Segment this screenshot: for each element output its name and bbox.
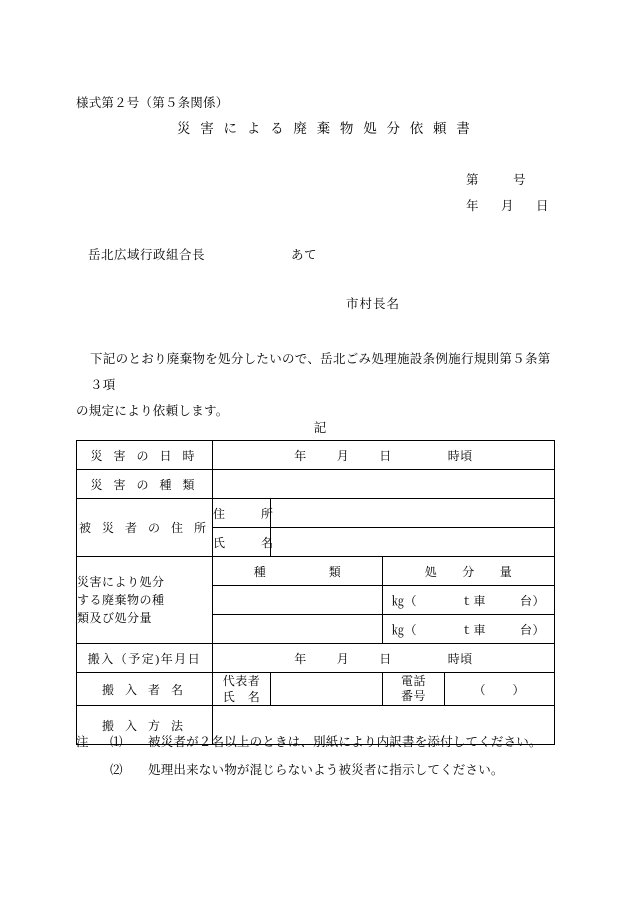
table-row [77, 557, 555, 586]
victim-name-sub-label: 氏 名 [213, 528, 271, 557]
note-2-number: ⑵ [110, 763, 123, 777]
waste-amount-vehicle-1: ｔ車 [460, 593, 486, 608]
waste-amount-unit-2: ㎏（ [391, 622, 417, 637]
notes-label: 注 [76, 735, 89, 749]
waste-kind-amount-label [77, 557, 213, 644]
waste-amount-vehicle-2: ｔ車 [460, 622, 486, 637]
waste-kind-header [213, 557, 383, 586]
waste-amount-value-1[interactable] [383, 586, 555, 615]
waste-label-line-2: する廃棄物の種 [77, 593, 165, 607]
addressee-line [88, 245, 317, 263]
form-number: 様式第２号（第５条関係） [76, 96, 229, 110]
document-date-year: 年 [466, 199, 480, 213]
addressee-name: 岳北広域行政組合長 [88, 248, 206, 262]
disaster-datetime-label: 災 害 の 日 時 [77, 441, 213, 470]
disaster-year: 年 [294, 448, 307, 463]
request-form-table [76, 440, 555, 745]
carry-in-date-label: 搬入（予定)年月日 [77, 644, 213, 673]
carry-in-date-value[interactable] [213, 644, 555, 673]
carrier-rep-value[interactable] [271, 673, 383, 706]
victim-address-label: 被 災 者 の 住 所 [77, 499, 213, 557]
note-row-1 [76, 728, 576, 756]
waste-label-line-3: 類及び処分量 [77, 611, 153, 625]
body-line-2: の規定により依頼します。 [76, 404, 229, 418]
carry-in-day: 日 [379, 651, 392, 666]
document-date-month: 月 [501, 199, 515, 213]
carry-in-time: 時頃 [447, 651, 473, 666]
waste-label-line-1: 災害により処分 [77, 575, 165, 589]
waste-amount-count-2: 台） [520, 622, 546, 637]
document-date-line [466, 196, 549, 214]
document-number-suffix: 号 [513, 173, 527, 187]
carrier-rep-label [213, 673, 271, 706]
document-date-day: 日 [536, 199, 550, 213]
table-row [77, 470, 555, 499]
carrier-rep-label-line-1: 代表者 [222, 674, 261, 688]
phone-value[interactable]: （ ） [445, 673, 555, 706]
document-number-label: 第 [466, 173, 480, 187]
waste-amount-header-text: 処 分 量 [424, 564, 513, 579]
carry-in-month: 月 [336, 651, 350, 666]
document-number-line [466, 170, 526, 188]
waste-amount-count-1: 台） [520, 593, 546, 608]
phone-label-line-1: 電話 [400, 674, 426, 688]
note-2-text: 処理出来ない物が混じらないよう被災者に指示してください。 [148, 763, 504, 777]
waste-kind-value-1[interactable] [213, 586, 383, 615]
waste-kind-header-text: 種 類 [253, 564, 342, 579]
disaster-day: 日 [379, 448, 392, 463]
carry-in-method-label: 搬 入 方 法 [77, 706, 213, 745]
carrier-rep-label-line-2: 氏 名 [222, 690, 261, 704]
body-text [76, 346, 554, 424]
victim-address-sub-label: 住 所 [213, 499, 271, 528]
addressee-suffix: あて [291, 248, 318, 262]
note-1-number: ⑴ [110, 735, 123, 749]
phone-label-line-2: 番号 [400, 689, 426, 703]
issuer-name: 市村長名 [346, 297, 401, 311]
disaster-month: 月 [336, 448, 350, 463]
victim-address-value[interactable] [271, 499, 555, 528]
notes-section [76, 728, 576, 784]
waste-amount-unit-1: ㎏（ [391, 593, 417, 608]
disaster-type-value[interactable] [213, 470, 555, 499]
phone-label [383, 673, 445, 706]
body-line-1: 下記のとおり廃棄物を処分したいので、岳北ごみ処理施設条例施行規則第５条第３項 [90, 352, 551, 392]
waste-amount-header [383, 557, 555, 586]
table-row [77, 441, 555, 470]
carrier-name-label: 搬 入 者 名 [77, 673, 213, 706]
waste-amount-value-2[interactable] [383, 615, 555, 644]
note-1-text: 被災者が２名以上のときは、別紙により内訳書を添付してください。 [148, 735, 542, 749]
ki-mark: 記 [313, 421, 327, 435]
note-row-2 [76, 756, 576, 784]
table-row [77, 499, 555, 528]
table-row [77, 644, 555, 673]
table-row [77, 673, 555, 706]
victim-name-value[interactable] [271, 528, 555, 557]
waste-kind-value-2[interactable] [213, 615, 383, 644]
carry-in-year: 年 [294, 651, 307, 666]
page-title: 災 害 に よ る 廃 棄 物 処 分 依 頼 書 [177, 121, 473, 136]
disaster-type-label: 災 害 の 種 類 [77, 470, 213, 499]
disaster-datetime-value[interactable] [213, 441, 555, 470]
disaster-time: 時頃 [447, 448, 473, 463]
